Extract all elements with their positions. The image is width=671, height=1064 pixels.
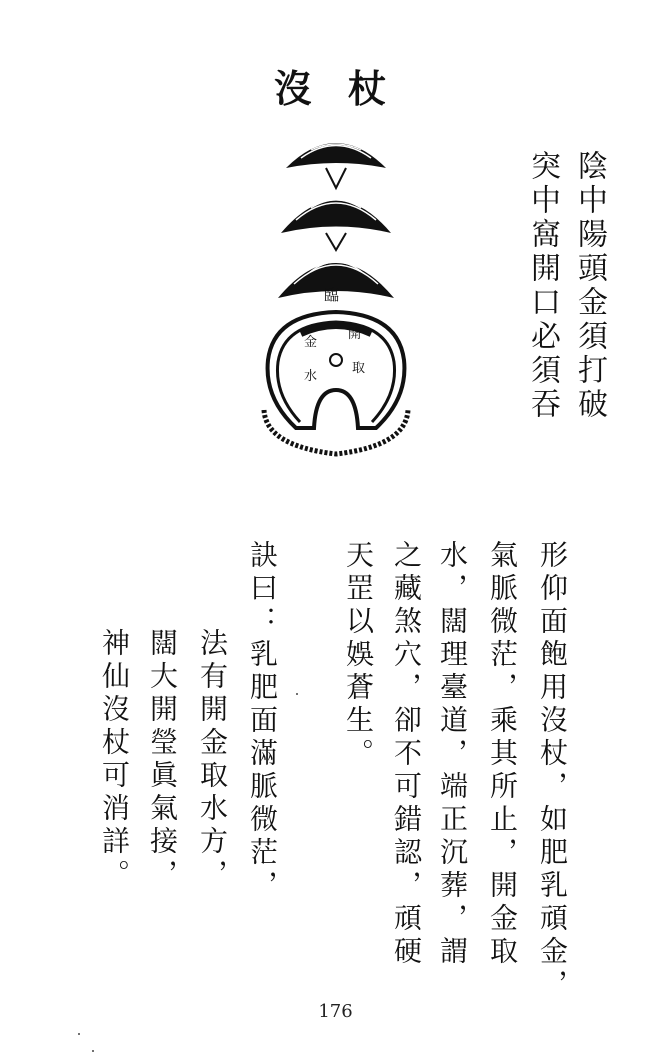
label-shui: 水 <box>304 369 318 384</box>
terrain-diagram <box>256 128 416 468</box>
verse-line-2: 突中窩開口必須吞 <box>525 150 560 422</box>
body-line-5: 天罡以娛蒼生。 <box>342 540 375 771</box>
scan-speck <box>92 1050 94 1052</box>
mound-middle <box>281 200 391 250</box>
body-line-1: 形仰面飽用沒杖，如肥乳頑金， <box>536 540 569 1002</box>
body-line-2: 氣脈微茫，乘其所止，開金取 <box>486 540 519 969</box>
label-top: 臨 <box>324 286 340 304</box>
horseshoe-ring <box>268 312 405 428</box>
body-line-4: 之藏煞穴，卻不可錯認，頑硬 <box>390 540 423 969</box>
label-qu: 取 <box>352 361 366 376</box>
verse-body-line-4: 神仙沒杖可消詳。 <box>98 628 131 892</box>
verse-body-line-3: 闊大開瑩眞氣接， <box>146 628 179 892</box>
label-kai: 開 <box>348 327 362 342</box>
page-title: 沒杖 <box>273 66 422 111</box>
verse-line-1: 陰中陽頭金須打破 <box>572 150 607 422</box>
body-line-3: 水，闊理臺道，端正沉葬，謂 <box>436 540 469 969</box>
verse-body-line-2: 法有開金取水方， <box>196 628 229 892</box>
label-jin: 金 <box>304 335 318 350</box>
scan-speck <box>296 693 298 695</box>
verse-body-line-1: 訣曰：乳肥面滿脈微茫， <box>246 540 279 903</box>
scan-speck <box>78 1033 80 1035</box>
page-number: 176 <box>318 1001 353 1022</box>
mound-top <box>286 143 386 188</box>
